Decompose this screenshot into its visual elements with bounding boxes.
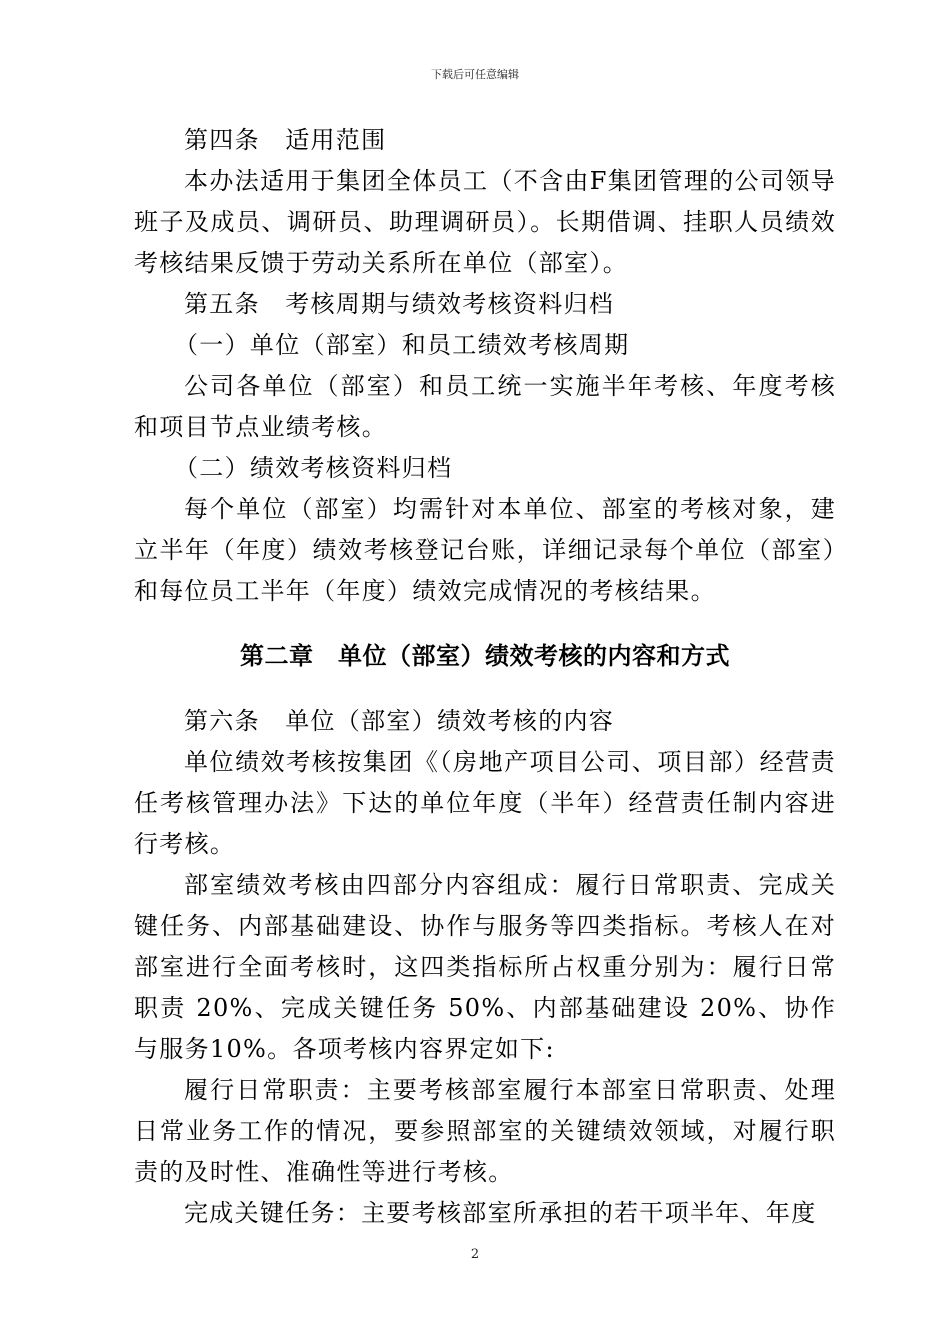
document-body (134, 120, 836, 1234)
article-6-paragraph-3: 履行日常职责：主要考核部室履行本部室日常职责、处理日常业务工作的情况，要参照部室的关键绩效领域，对履行职责的及时性、准确性等进行考核。 (134, 1076, 836, 1186)
article-6-paragraph-4: 完成关键任务：主要考核部室所承担的若干项半年、年度 (184, 1199, 817, 1227)
article-6-paragraph-2: 部室绩效考核由四部分内容组成：履行日常职责、完成关键任务、内部基础建设、协作与服务等四类指标。考核人在对部室进行全面考核时，这四类指标所占权重分别为：履行日常职责 20%、完成关键任务 50%、内部基础建设 20%、协作与服务10%。各项考核内容界定如下: (134, 871, 836, 1063)
article-6-title: 第六条 单位（部室）绩效考核的内容 (184, 707, 615, 735)
page-header: 下载后可任意编辑 (431, 68, 519, 81)
article-4-title: 第四条 适用范围 (184, 126, 387, 154)
page-number: 2 (470, 1247, 480, 1262)
article-4-body: 本办法适用于集团全体员工（不含由F集团管理的公司领导班子及成员、调研员、助理调研员）。长期借调、挂职人员绩效考核结果反馈于劳动关系所在单位（部室）。 (134, 167, 836, 277)
article-5-subsection-2: （二）绩效考核资料归档 (174, 454, 453, 482)
article-5-subsection-2-body: 每个单位（部室）均需针对本单位、部室的考核对象，建立半年（年度）绩效考核登记台账，详细记录每个单位（部室）和每位员工半年（年度）绩效完成情况的考核结果。 (134, 495, 836, 605)
article-5-title: 第五条 考核周期与绩效考核资料归档 (184, 290, 615, 318)
article-6-paragraph-1: 单位绩效考核按集团《（房地产项目公司、项目部）经营责任考核管理办法》下达的单位年度（半年）经营责任制内容进行考核。 (134, 748, 836, 858)
article-5-subsection-1-body: 公司各单位（部室）和员工统一实施半年考核、年度考核和项目节点业绩考核。 (134, 372, 836, 441)
chapter-2-title: 第二章 单位（部室）绩效考核的内容和方式 (240, 642, 730, 670)
article-5-subsection-1: （一）单位（部室）和员工绩效考核周期 (174, 331, 630, 359)
